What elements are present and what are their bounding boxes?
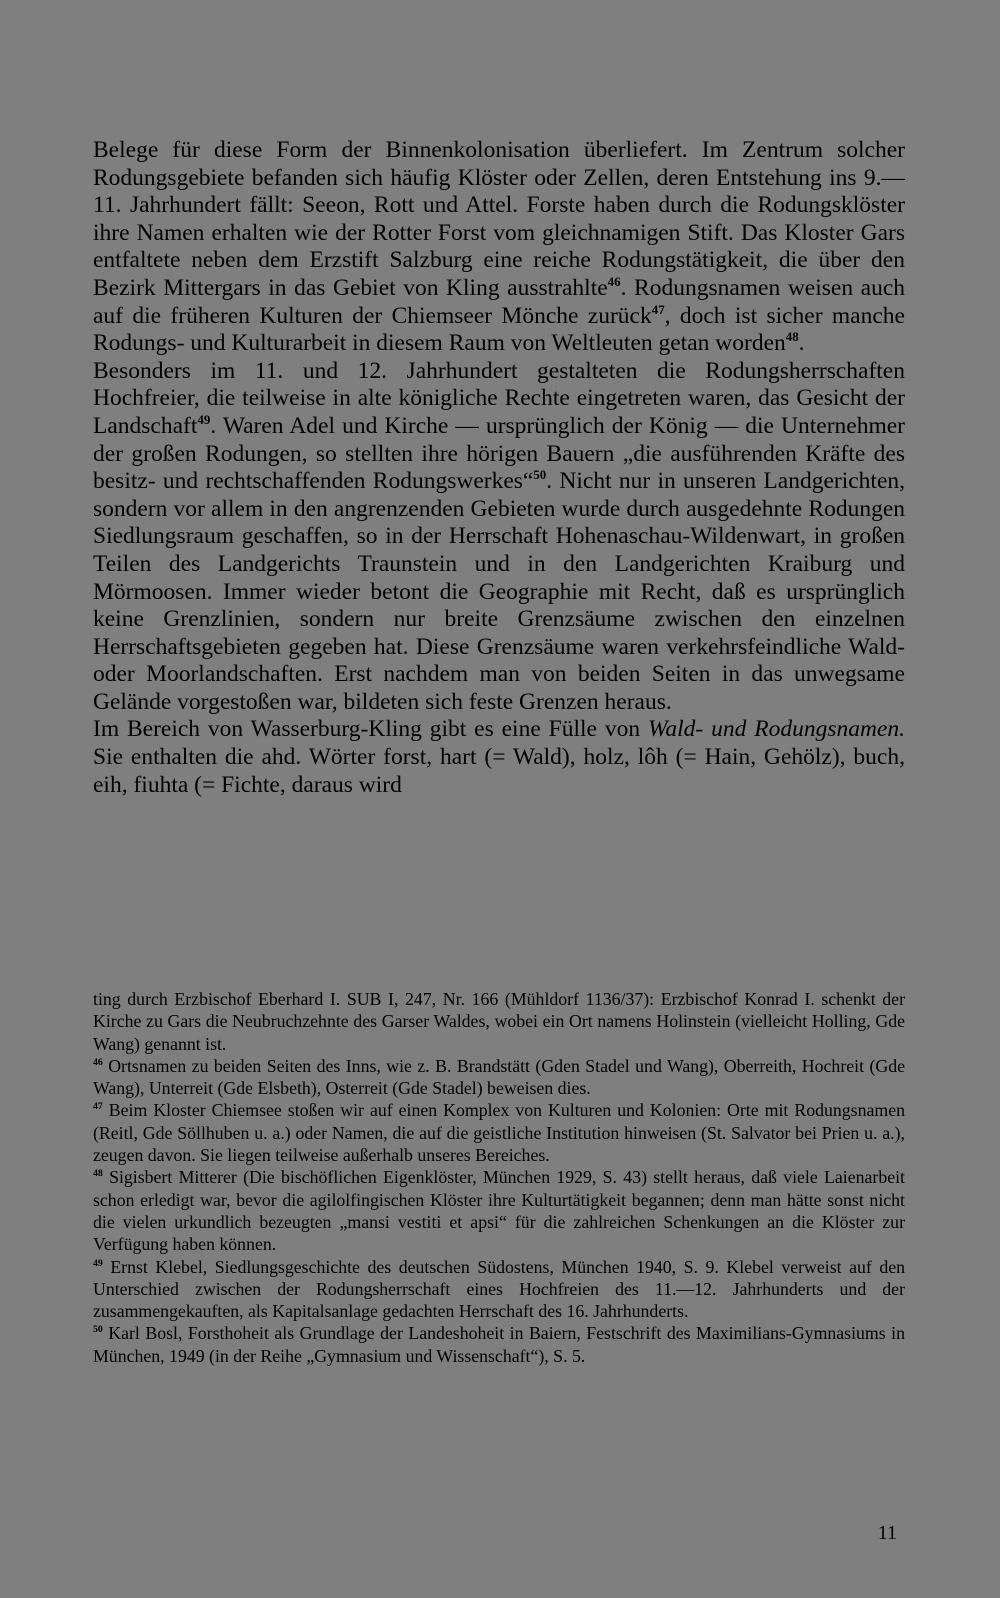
- footnote-number: 49: [93, 1257, 103, 1269]
- paragraph: Im Bereich von Wasserburg-Kling gibt es eine Fülle von Wald- und Rodungsnamen. Sie enthalten die ahd. Wörter forst, hart (= Wald), holz, lôh (= Hain, Gehölz), buch, eih, fiuhta (= Fichte, daraus wird: [93, 716, 905, 798]
- footnote: ting durch Erzbischof Eberhard I. SUB I, 247, Nr. 166 (Mühldorf 1136/37): Erzbischof Konrad I. schenkt der Kirche zu Gars die Neubruchzehnte des Garser Waldes, wobei ein Ort namens Holinstein (vielleicht Holling, Gde Wang) genannt ist.: [93, 989, 905, 1054]
- main-body: [93, 137, 905, 799]
- footnote: $^{46}$ Ortsnamen zu beiden Seiten des Inns, wie z. B. Brandstätt (Gden Stadel und Wang), Oberreith, Hochreit (Gde Wang), Unterreit (Gde Elsbeth), Osterreit (Gde Stadel) beweisen dies.: [93, 1055, 905, 1099]
- footnote-number: 47: [93, 1101, 103, 1113]
- footnote-number: 46: [93, 1056, 103, 1068]
- paragraph: Belege für diese Form der Binnenkolonisation überliefert. Im Zentrum solcher Rodungsgebiete befanden sich häufig Klöster oder Zellen, deren Entstehung ins 9.—11. Jahrhundert fällt: Seeon, Rott und Attel. Forste haben durch die Rodungsklöster ihre Namen erhalten wie der Rotter Forst vom gleichnamigen Stift. Das Kloster Gars entfaltete neben dem Erzstift Salzburg eine reiche Rodungstätigkeit, die über den Bezirk Mittergars in das Gebiet von Kling ausstrahlte$^{46}$. Rodungsnamen weisen auch auf die früheren Kulturen der Chiemseer Mönche zurück$^{47}$, doch ist sicher manche Rodungs- und Kulturarbeit in diesem Raum von Weltleuten getan worden$^{48}$.: [93, 137, 906, 357]
- footnote: $^{47}$ Beim Kloster Chiemsee stoßen wir auf einen Komplex von Kulturen und Kolonien: Orte mit Rodungsnamen (Reitl, Gde Söllhuben u. a.) oder Namen, die auf die geistliche Institution hinweisen (St. Salvator bei Prien u. a.), zeugen davon. Sie liegen teilweise außerhalb unseres Bereiches.: [93, 1100, 905, 1166]
- footnote-ref: 47: [651, 301, 665, 317]
- footnote: $^{49}$ Ernst Klebel, Siedlungsgeschichte des deutschen Südostens, München 1940, S. 9. Klebel verweist auf den Unterschied zwischen der Rodungsherrschaft eines Hochfreien des 11.—12. Jahrhunderts und der zusammengekauften, als Kapitalsanlage gedachten Herrschaft des 16. Jahrhunderts.: [93, 1256, 905, 1322]
- footnote-ref: 49: [197, 412, 211, 428]
- footnotes: [93, 988, 905, 1367]
- footnote-ref: 48: [785, 329, 799, 345]
- page-number: 11: [877, 1522, 897, 1544]
- footnote-ref: 46: [607, 274, 621, 290]
- footnote: $^{50}$ Karl Bosl, Forsthoheit als Grundlage der Landeshoheit in Baiern, Festschrift des Maximilians-Gymnasiums in München, 1949 (in der Reihe „Gymnasium und Wissenschaft“), S. 5.: [93, 1323, 905, 1366]
- main-text: [93, 137, 905, 799]
- footnote-ref: 50: [533, 467, 547, 483]
- footnote-number: 50: [93, 1324, 103, 1336]
- footnote: $^{48}$ Sigisbert Mitterer (Die bischöflichen Eigenklöster, München 1929, S. 43) stellt heraus, daß viele Laienarbeit schon erledigt war, bevor die agilolfingischen Klöster ihre Kulturtätigkeit begannen; denn man hätte sonst nicht die vielen urkundlich bezeugten „mansi vestiti et apsi“ für die zahlreichen Schenkungen an die Klöster zur Verfügung haben können.: [93, 1167, 905, 1255]
- paragraph: Besonders im 11. und 12. Jahrhundert gestalteten die Rodungsherrschaften Hochfreier, die teilweise in alte königliche Rechte eingetreten waren, das Gesicht der Landschaft$^{49}$. Waren Adel und Kirche — ursprünglich der König — die Unternehmer der großen Rodungen, so stellten ihre hörigen Bauern „die ausführenden Kräfte des besitz- und rechtschaffenden Rodungswerkes“$^{50}$. Nicht nur in unseren Landgerichten, sondern vor allem in den angrenzenden Gebieten wurde durch ausgedehnte Rodungen Siedlungsraum geschaffen, so in der Herrschaft Hohenaschau-Wildenwart, in großen Teilen des Landgerichts Traunstein und in den Landgerichten Kraiburg und Mörmoosen. Immer wieder betont die Geographie mit Recht, daß es ursprünglich keine Grenzlinien, sondern nur breite Grenzsäume zwischen den einzelnen Herrschaftsgebieten gegeben hat. Diese Grenzsäume waren verkehrsfeindliche Wald- oder Moorlandschaften. Erst nachdem man von beiden Seiten in das unwegsame Gelände vorgestoßen war, bildeten sich feste Grenzen heraus.: [93, 357, 905, 715]
- emphasis: Wald- und Rodungsnamen.: [647, 716, 905, 743]
- footnote-number: 48: [93, 1168, 103, 1180]
